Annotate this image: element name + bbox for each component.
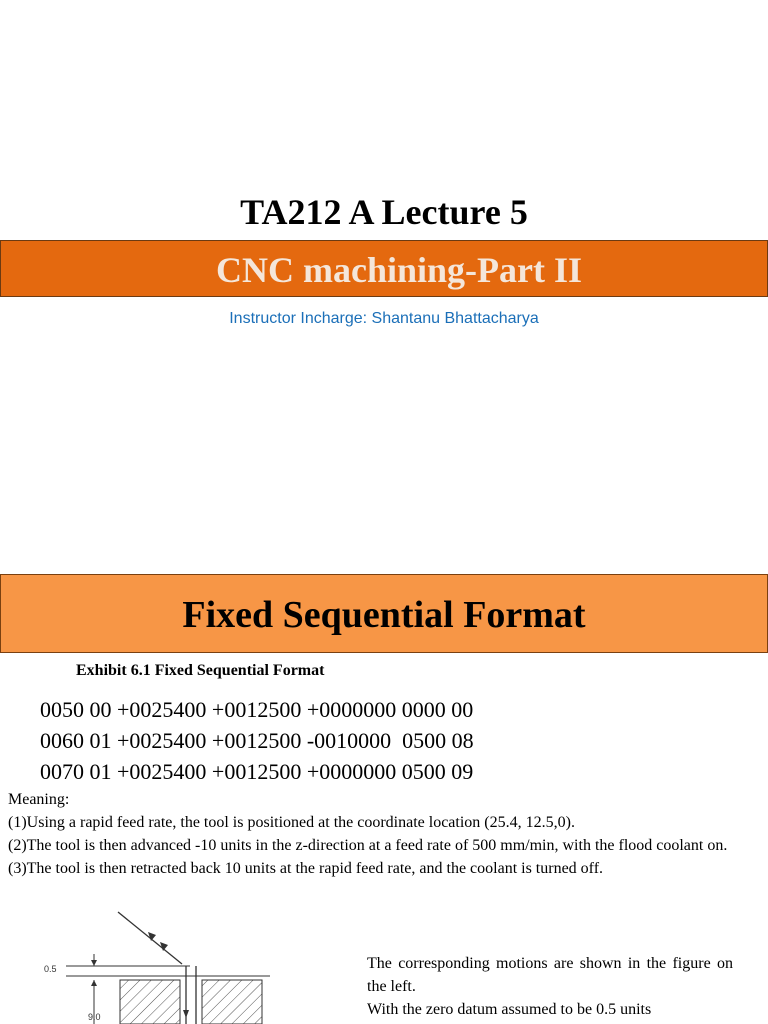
dim-arrow-icon bbox=[91, 980, 97, 986]
code-line: 0060 01 +0025400 +0012500 -0010000 0500 08 bbox=[40, 728, 474, 753]
workpiece-right bbox=[202, 980, 262, 1024]
path-arrow-icon bbox=[148, 932, 156, 941]
meaning-item: (3)The tool is then retracted back 10 units at the rapid feed rate, and the coolant is turned off. bbox=[8, 860, 604, 877]
meaning-heading: Meaning: bbox=[8, 791, 70, 808]
caption-line: The corresponding motions are shown in the figure on the left. bbox=[367, 955, 733, 995]
lecture-title: TA212 A Lecture 5 bbox=[240, 192, 528, 232]
meaning-item: (2)The tool is then advanced -10 units in the z-direction at a feed rate of 500 mm/min, with the flood coolant on. bbox=[8, 837, 728, 854]
slide-title: Fixed Sequential Format bbox=[182, 594, 586, 636]
meaning-section bbox=[8, 788, 729, 880]
caption-line: With the zero datum assumed to be 0.5 units bbox=[367, 1001, 652, 1018]
workpiece-left bbox=[120, 980, 180, 1024]
subtitle-text: CNC machining-Part II bbox=[216, 250, 582, 290]
slide-2 bbox=[0, 512, 768, 1024]
instructor-line: Instructor Incharge: Shantanu Bhattacharya bbox=[229, 310, 539, 327]
dim-arrow-icon bbox=[91, 960, 97, 966]
code-line: 0050 00 +0025400 +0012500 +0000000 0000 00 bbox=[40, 697, 474, 722]
exhibit-caption: Exhibit 6.1 Fixed Sequential Format bbox=[76, 662, 325, 679]
dim-label-top: 0.5 bbox=[44, 964, 57, 974]
path-arrow-icon bbox=[183, 1010, 189, 1018]
code-line: 0070 01 +0025400 +0012500 +0000000 0500 09 bbox=[40, 759, 474, 784]
dim-label-depth: 9.0 bbox=[88, 1012, 101, 1022]
motion-diagram bbox=[40, 910, 330, 1024]
meaning-item: (1)Using a rapid feed rate, the tool is positioned at the coordinate location (25.4, 12.5,0). bbox=[8, 814, 575, 831]
figure-caption bbox=[367, 952, 733, 1021]
code-block bbox=[40, 694, 474, 787]
